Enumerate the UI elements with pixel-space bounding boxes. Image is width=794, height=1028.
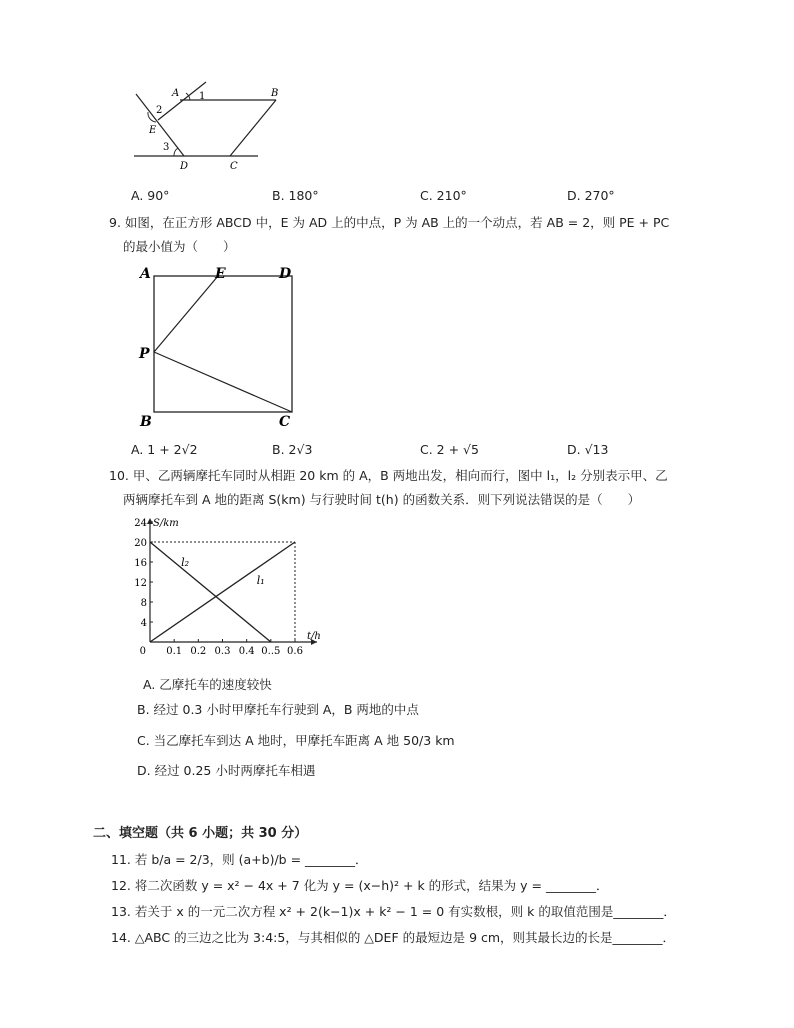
q8-option-a: A. 90°	[131, 188, 170, 203]
q8-label-a: A	[172, 88, 180, 99]
q9-line-pe	[154, 276, 218, 352]
y-tick-label: 8	[140, 598, 147, 609]
y-axis-label: S/km	[153, 518, 179, 529]
x-tick-label: 0..5	[261, 646, 281, 657]
q9-line-pc	[154, 352, 292, 412]
q10-question-line2: 两辆摩托车到 A 地的距离 S(km) 与行驶时间 t(h) 的函数关系．则下列说法错误的是（ ）	[123, 492, 641, 507]
q13-text: 13. 若关于 x 的一元二次方程 x² + 2(k−1)x + k² − 1 = 0 有实数根，则 k 的取值范围是________．	[111, 904, 676, 919]
q9-option-b: B. 2√3	[272, 442, 313, 457]
q8-label-e: E	[149, 125, 157, 136]
q8-label-two: 2	[156, 105, 163, 116]
q9-question-line1: 9. 如图，在正方形 ABCD 中，E 为 AD 上的中点，P 为 AB 上的一个动点，若 AB = 2，则 PE + PC	[109, 215, 670, 230]
q14-text: 14. △ABC 的三边之比为 3:4:5，与其相似的 △DEF 的最短边是 9 cm，则其最长边的长是________．	[111, 930, 676, 945]
q9-label-p: P	[139, 346, 150, 362]
q9-square-abcd	[154, 276, 292, 412]
series-label-l2: l₂	[181, 556, 190, 569]
q10-option-d: D. 经过 0.25 小时两摩托车相遇	[137, 763, 316, 778]
y-tick-label: 24	[134, 518, 147, 529]
y-tick-label: 4	[140, 618, 147, 629]
y-tick-label: 16	[134, 558, 147, 569]
x-axis-label: t/h	[307, 631, 321, 642]
y-tick-label: 20	[134, 538, 147, 549]
y-tick-label: 12	[134, 578, 147, 589]
q8-line-bc	[230, 100, 276, 156]
x-tick-label: 0.4	[238, 646, 255, 657]
q8-label-three: 3	[163, 142, 170, 153]
origin-label: 0	[139, 646, 146, 657]
q8-label-b: B	[271, 88, 279, 99]
q10-option-c: C. 当乙摩托车到达 A 地时，甲摩托车距离 A 地 50/3 km	[137, 733, 455, 748]
q8-label-d: D	[180, 161, 189, 172]
q10-option-a: A. 乙摩托车的速度较快	[143, 677, 272, 692]
q9-label-d: D	[279, 266, 292, 282]
q10-option-b: B. 经过 0.3 小时甲摩托车行驶到 A，B 两地的中点	[137, 702, 419, 717]
q8-option-c: C. 210°	[420, 188, 467, 203]
q9-label-e: E	[215, 266, 226, 282]
x-tick-label: 0.1	[166, 646, 183, 657]
q9-option-d: D. √13	[567, 442, 609, 457]
q10-question-line1: 10. 甲、乙两辆摩托车同时从相距 20 km 的 A，B 两地出发，相向而行，图中 l₁，l₂ 分别表示甲、乙	[109, 468, 668, 483]
section-title-fill-in: 二、填空题（共 6 小题；共 30 分）	[93, 826, 308, 841]
q9-question-line2: 的最小值为（ ）	[123, 239, 236, 254]
x-tick-label: 0.6	[287, 646, 303, 657]
q11-text: 11. 若 b/a = 2/3，则 (a+b)/b = ________．	[111, 852, 368, 867]
q12-text: 12. 将二次函数 y = x² − 4x + 7 化为 y = (x−h)² + k 的形式，结果为 y = ________．	[111, 878, 609, 893]
q8-label-one: 1	[199, 91, 206, 102]
q9-figure	[136, 260, 306, 435]
q8-arc-3	[174, 148, 178, 156]
q9-label-b: B	[140, 414, 152, 430]
q9-label-a: A	[140, 266, 151, 282]
series-label-l1: l₁	[256, 574, 265, 587]
series-line-1	[150, 542, 295, 642]
q10-chart	[128, 512, 338, 667]
x-tick-label: 0.3	[214, 646, 231, 657]
q8-line-ed	[136, 94, 184, 156]
x-tick-label: 0.2	[190, 646, 207, 657]
q9-option-c: C. 2 + √5	[420, 442, 479, 457]
q9-label-c: C	[279, 414, 291, 430]
q8-option-d: D. 270°	[567, 188, 615, 203]
q8-option-b: B. 180°	[272, 188, 319, 203]
q9-option-a: A. 1 + 2√2	[131, 442, 198, 457]
q8-arc-2	[148, 112, 156, 122]
q8-label-c: C	[230, 161, 238, 172]
q8-figure	[128, 78, 298, 176]
series-line-2	[150, 542, 271, 642]
